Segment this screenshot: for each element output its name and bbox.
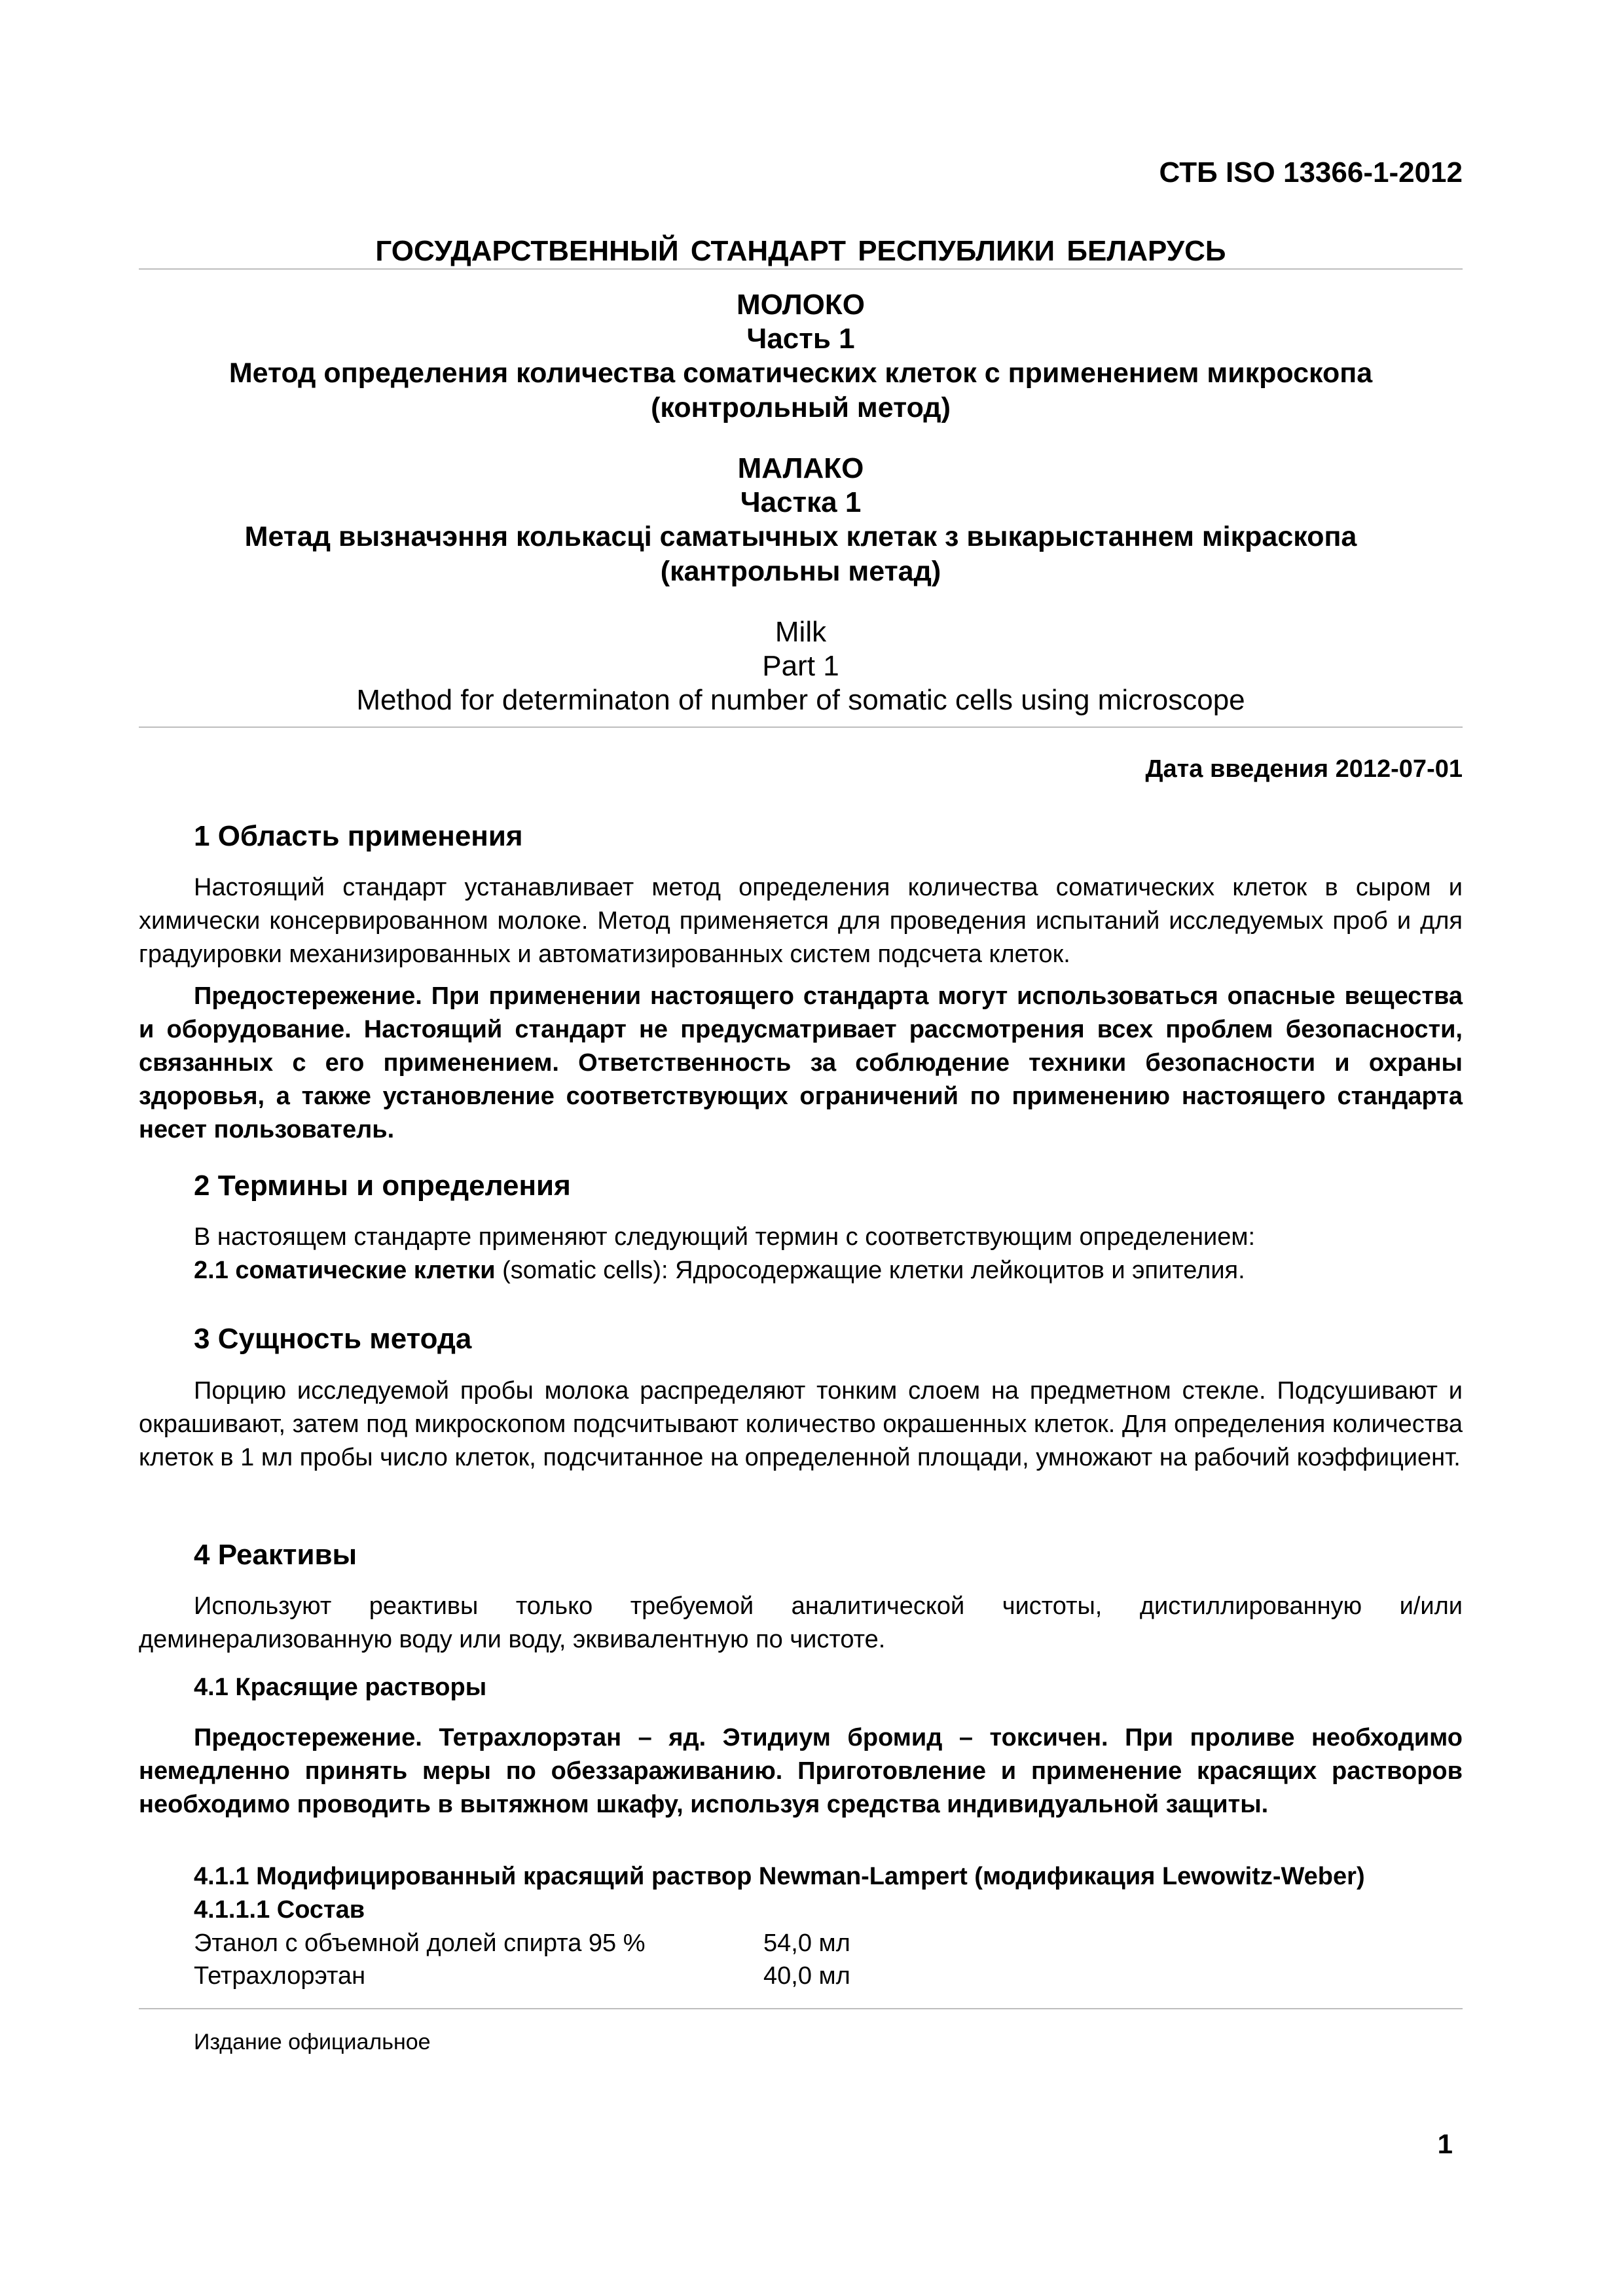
title-be-line4: (кантрольны метад) <box>660 556 941 587</box>
composition-row <box>194 1960 850 1992</box>
section-2-paragraph: В настоящем стандарте применяют следующий термин с соответствующим определением: <box>194 1223 1256 1251</box>
subsection-4-1-heading: 4.1 Красящие растворы <box>194 1674 487 1701</box>
introduction-date: Дата введения 2012-07-01 <box>1145 755 1463 783</box>
section-3-paragraph: Порцию исследуемой пробы молока распределяют тонким слоем на предметном стекле. Подсушивают и окрашивают, затем под микроскопом подсчитывают количество окрашенных клеток. Для определения количества клеток в 1 мл пробы число клеток, подсчитанное на определенной площади, умножают на рабочий коэффициент. <box>139 1377 1463 1471</box>
title-be-line2: Частка 1 <box>740 486 862 518</box>
title-ru-line1: МОЛОКО <box>737 289 865 321</box>
section-4-warning: Предостережение. Тетрахлорэтан – яд. Этидиум бромид – токсичен. При проливе необходимо немедленно принять меры по обеззараживанию. Приготовление и применение красящих растворов необходимо проводить в вытяжном шкафу, используя средства индивидуальной защиты. <box>139 1724 1463 1818</box>
composition-name: Этанол с объемной долей спирта 95 % <box>194 1929 646 1957</box>
footer-rule <box>139 2008 1463 2009</box>
term-definition <box>194 1254 1463 1287</box>
official-edition-note: Издание официальное <box>194 2030 431 2054</box>
section-1-heading: 1 Область применения <box>194 820 523 852</box>
subsection-4-1-1-1-heading: 4.1.1.1 Состав <box>194 1896 365 1924</box>
title-ru-line3: Метод определения количества соматических клеток с применением микроскопа <box>228 357 1373 389</box>
title-ru-line4: (контрольный метод) <box>651 392 951 423</box>
title-rule <box>139 726 1463 728</box>
title-en-line3: Method for determinaton of number of somatic cells using microscope <box>356 684 1245 716</box>
section-4-heading: 4 Реактивы <box>194 1539 357 1571</box>
subsection-4-1-1-heading: 4.1.1 Модифицированный красящий раствор Newman-Lampert (модификация Lewowitz-Weber) <box>194 1863 1365 1890</box>
section-2-heading: 2 Термины и определения <box>194 1170 571 1202</box>
composition-qty: 54,0 мл <box>763 1929 850 1957</box>
section-1-paragraph: Настоящий стандарт устанавливает метод определения количества соматических клеток в сыром и химически консервированном молоке. Метод применяется для проведения испытаний исследуемых проб и для градуировки механизированных и автоматизированных систем подсчета клеток. <box>139 874 1463 968</box>
page-number: 1 <box>1437 2128 1453 2159</box>
header-rule <box>139 268 1463 270</box>
title-be-line1: МАЛАКО <box>737 452 864 484</box>
term-name: 2.1 соматические клетки <box>194 1257 496 1284</box>
title-en-line1: Milk <box>775 616 827 648</box>
section-4-paragraph: Используют реактивы только требуемой аналитической чистоты, дистиллированную и/или деминерализованную воду или воду, эквивалентную по чистоте. <box>139 1592 1463 1653</box>
title-en-line2: Part 1 <box>762 650 839 682</box>
term-text: (somatic cells): Ядросодержащие клетки лейкоцитов и эпителия. <box>495 1257 1245 1284</box>
composition-row <box>194 1927 850 1960</box>
section-3-heading: 3 Сущность метода <box>194 1323 472 1355</box>
composition-name: Тетрахлорэтан <box>194 1962 366 1990</box>
section-1-warning: Предостережение. При применении настоящего стандарта могут использоваться опасные вещества и оборудование. Настоящий стандарт не предусматривает рассмотрения всех проблем безопасности, связанных с его применением. Ответственность за соблюдение техники безопасности и охраны здоровья, а также установление соответствующих ограничений по применению настоящего стандарта несет пользователь. <box>139 982 1463 1143</box>
composition-qty: 40,0 мл <box>763 1962 850 1990</box>
title-ru-line2: Часть 1 <box>746 323 855 355</box>
national-standard-title: ГОСУДАРСТВЕННЫЙ СТАНДАРТ РЕСПУБЛИКИ БЕЛАРУСЬ <box>375 235 1226 267</box>
title-be-line3: Метад вызначэння колькасці саматычных клетак з выкарыстаннем мікраскопа <box>244 521 1357 552</box>
document-id: СТБ ISO 13366-1-2012 <box>1159 156 1463 188</box>
